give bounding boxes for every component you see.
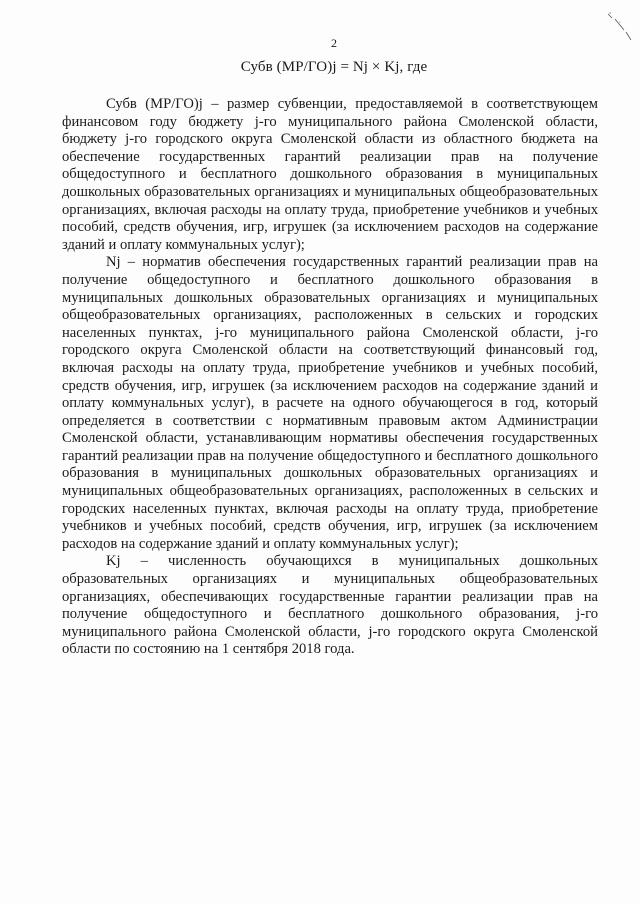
document-body: [62, 96, 598, 659]
page-number: 2: [331, 36, 337, 50]
paragraph-norm-definition: Nj – норматив обеспечения государственных гарантий реализации прав на получение общедоступного и бесплатного дошкольного образования в муниципальных дошкольных образовательных организациях и муниципальных общеобразовательных организациях, расположенных в сельских и городских населенных пунктах, j-го муниципального района Смоленской области, j-го городского округа Смоленской области на соответствующий финансовый год, включая расходы на оплату труда, приобретение учебников и учебных пособий, средств обучения, игр, игрушек (за исключением расходов на содержание зданий и оплату коммунальных услуг), в расчете на одного обучающегося в год, который определяется в соответствии с нормативным правовым актом Администрации Смоленской области, устанавливающим нормативы обеспечения государственных гарантий реализации прав на получение общедоступного и бесплатного дошкольного образования в муниципальных дошкольных образовательных организациях и муниципальных общеобразовательных организациях, расположенных в сельских и городских населенных пунктах, включая расходы на оплату труда, приобретение учебников и учебных пособий, средств обучения, игр, игрушек (за исключением расходов на содержание зданий и оплату коммунальных услуг);: [62, 254, 598, 552]
paragraph-student-count-definition: Kj – численность обучающихся в муниципальных дошкольных образовательных организациях и муниципальных общеобразовательных организациях, обеспечивающих государственные гарантии реализации прав на получение общедоступного и бесплатного дошкольного образования, j-го муниципального района Смоленской области, j-го городского округа Смоленской области по состоянию на 1 сентября 2018 года.: [62, 553, 598, 658]
paragraph-subvention-definition: Субв (МР/ГО)j – размер субвенции, предоставляемой в соответствующем финансовом году бюджету j-го муниципального района Смоленской области, бюджету j-го городского округа Смоленской области из областного бюджета на обеспечение государственных гарантий реализации прав на получение общедоступного и бесплатного дошкольного образования в муниципальных дошкольных образовательных организациях и муниципальных общеобразовательных организациях, включая расходы на оплату труда, приобретение учебников и учебных пособий, средств обучения, игр, игрушек (за исключением расходов на содержание зданий и оплату коммунальных услуг);: [62, 96, 598, 253]
formula-line: Субв (МР/ГО)j = Nj × Kj, где: [240, 59, 428, 75]
